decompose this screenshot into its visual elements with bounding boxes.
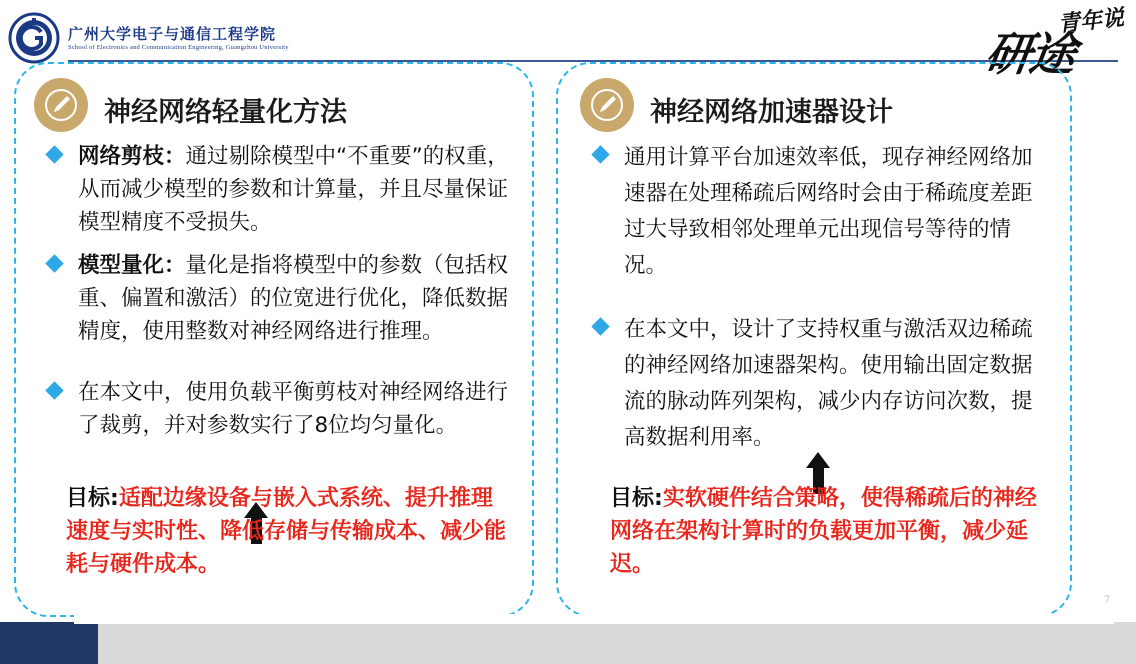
panel-accelerator-design [556, 62, 1072, 617]
page-number: 7 [1104, 592, 1110, 606]
goal-label: 目标: [610, 486, 663, 511]
brand-main-text: 研途 [981, 27, 1078, 81]
brand-sub-text: 青年说 [1056, 4, 1126, 38]
panel-title-left: 神经网络轻量化方法 [104, 97, 347, 128]
bullet-lead: 网络剪枝： [78, 144, 186, 169]
goal-label: 目标: [66, 486, 119, 511]
slide-header [0, 0, 1136, 81]
bullet-body: 通过剔除模型中“不重要”的权重，从而减少模型的参数和计算量，并且尽量保证模型精度不受损失。 [78, 144, 509, 235]
bullet-text [624, 140, 1050, 284]
bullet-list-right [590, 140, 1050, 466]
list-item [44, 140, 514, 239]
goal-block-left [66, 482, 506, 581]
pencil-icon [580, 78, 634, 132]
bullet-lead: 模型量化： [78, 253, 186, 278]
bullet-list-left [44, 140, 514, 452]
university-name-cn: 广州大学电子与通信工程学院 [68, 25, 277, 43]
bullet-body: 量化是指将模型中的参数（包括权重、偏置和激活）的位宽进行优化，降低数据精度，使用整数对神经网络进行推理。 [78, 253, 509, 344]
pencil-icon [34, 78, 88, 132]
university-name-block [68, 26, 368, 52]
footer-accent-block [0, 622, 98, 664]
bullet-text [78, 249, 514, 348]
panel-lightweight-methods [14, 62, 534, 617]
list-item [590, 140, 1050, 284]
bullet-body: 在本文中，设计了支持权重与激活双边稀疏的神经网络加速器架构。使用输出固定数据流的脉动阵列架构，减少内存访问次数，提高数据利用率。 [624, 317, 1033, 450]
bullet-text [78, 140, 514, 239]
footer-bar [0, 622, 1136, 664]
diamond-bullet-icon [45, 254, 63, 272]
spacer [44, 358, 514, 376]
diamond-bullet-icon [591, 317, 609, 335]
panel-title-right: 神经网络加速器设计 [650, 97, 893, 128]
university-name-en: School of Electronics and Communication Engineering, Guangzhou University [68, 44, 289, 51]
bullet-text [624, 312, 1050, 456]
diamond-bullet-icon [591, 145, 609, 163]
diamond-bullet-icon [45, 381, 63, 399]
bullet-body: 通用计算平台加速效率低，现存神经网络加速器在处理稀疏后网络时会由于稀疏度差距过大导致相邻处理单元出现信号等待的情况。 [624, 145, 1033, 278]
university-crest-icon [8, 12, 60, 64]
diamond-bullet-icon [45, 145, 63, 163]
list-item [44, 249, 514, 348]
goal-block-right [610, 482, 1040, 581]
list-item [590, 312, 1050, 456]
bullet-text [78, 376, 514, 442]
bullet-body: 在本文中，使用负载平衡剪枝对神经网络进行了裁剪，并对参数实行了8位均匀量化。 [78, 380, 509, 438]
goal-text: 实软硬件结合策略，使得稀疏后的神经网络在架构计算时的负载更加平衡，减少延迟。 [610, 486, 1037, 577]
spacer [590, 294, 1050, 312]
left-edge-strip [0, 0, 6, 622]
list-item [44, 376, 514, 442]
footer-white-strip [74, 614, 1114, 624]
goal-text: 适配边缘设备与嵌入式系统、提升推理速度与实时性、降低存储与传输成本、减少能耗与硬件成本。 [66, 486, 507, 577]
